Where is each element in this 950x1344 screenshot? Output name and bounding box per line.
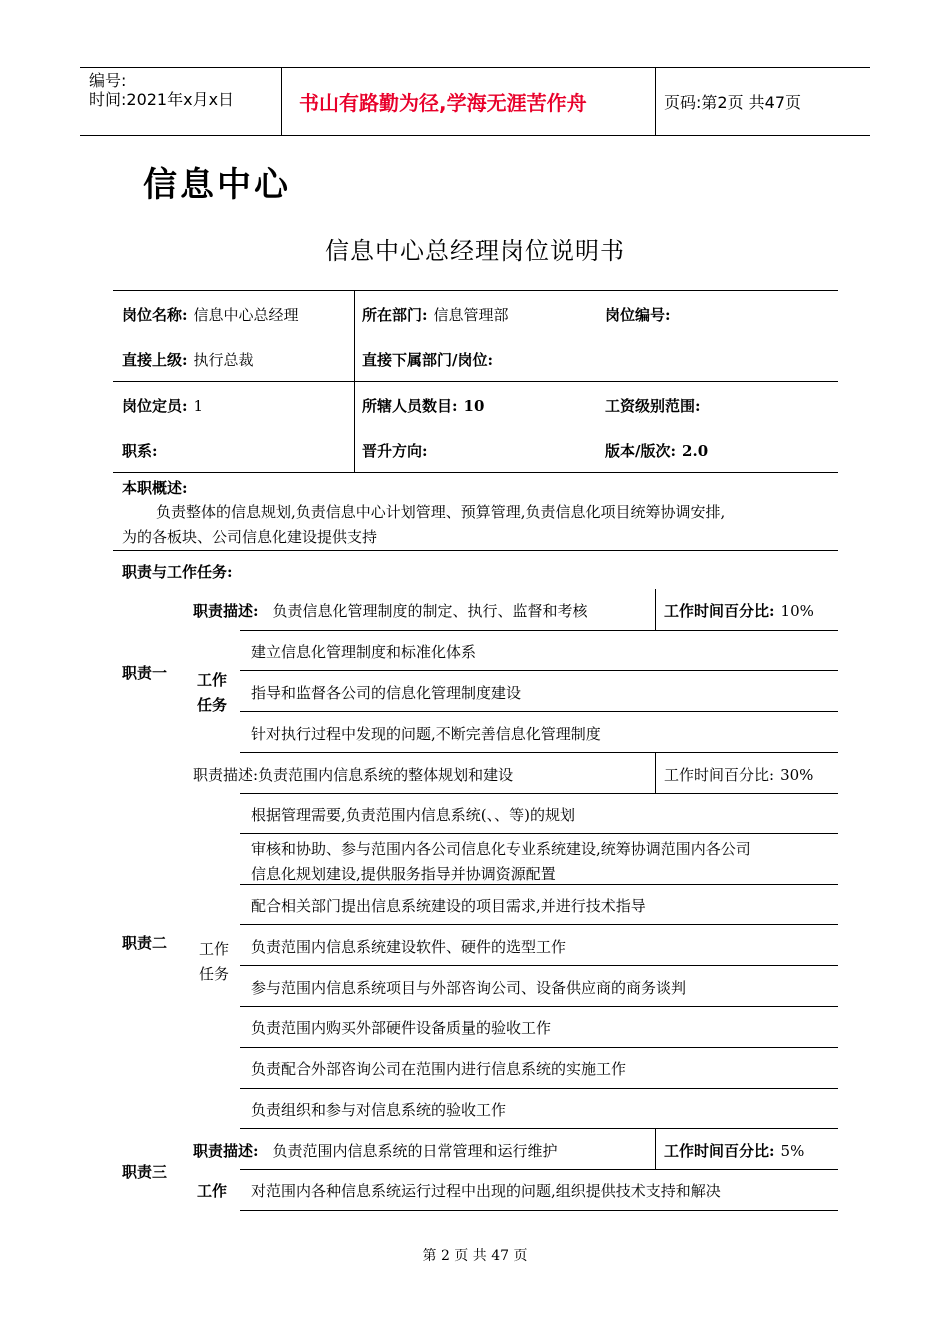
promotion-label: 晋升方向: [362,442,428,460]
superior-field [122,351,254,369]
duty2-task: 负责范围内信息系统建设软件、硬件的选型工作 [251,938,567,956]
version-field [605,442,708,460]
position-name-value: 信息中心总经理 [193,306,299,324]
duty1-desc-text: 负责信息化管理制度的制定、执行、监督和考核 [272,602,588,620]
duty3-percent-value: 5% [780,1142,805,1160]
duty3-percent-label: 工作时间百分比: [664,1142,775,1160]
duty2-task: 参与范围内信息系统项目与外部咨询公司、设备供应商的商务谈判 [251,979,687,997]
version-label: 版本/版次: [605,442,677,460]
duty2-name: 职责二 [122,934,168,952]
summary-line-1: 负责整体的信息规划,负责信息中心计划管理、预算管理,负责信息化项目统筹协调安排, [156,503,726,521]
duty1-desc-label: 职责描述: [193,602,259,620]
duty1-task: 建立信息化管理制度和标准化体系 [251,643,477,661]
department-label: 所在部门: [362,306,428,324]
managed-value: 10 [463,397,485,415]
duty1-percent [664,602,814,620]
duty2-desc-text: 负责范围内信息系统的整体规划和建设 [258,766,514,784]
duty1-task: 指导和监督各公司的信息化管理制度建设 [251,684,522,702]
headcount-field [122,397,203,415]
version-value: 2.0 [682,442,709,460]
duty2-task-continued: 信息化规划建设,提供服务指导并协调资源配置 [251,865,556,883]
duty3-desc-text: 负责范围内信息系统的日常管理和运行维护 [272,1142,558,1160]
managed-field [362,397,484,415]
subordinate-label: 直接下属部门/岗位: [362,351,494,369]
duty2-task: 配合相关部门提出信息系统建设的项目需求,并进行技术指导 [251,897,646,915]
page-info: 页码:第2页 共47页 [664,93,802,112]
duty1-name: 职责一 [122,664,168,682]
position-name-label: 岗位名称: [122,306,188,324]
superior-value: 执行总裁 [193,351,254,369]
duty1-task-label-1: 工作 [197,671,228,689]
summary-line-2: 为的各板块、公司信息化建设提供支持 [122,528,378,546]
duty2-percent-label: 工作时间百分比: [664,766,775,784]
doc-title: 信息中心总经理岗位说明书 [325,237,625,265]
header-motto: 书山有路勤为径,学海无涯苦作舟 [299,91,587,115]
duty1-task: 针对执行过程中发现的问题,不断完善信息化管理制度 [251,725,601,743]
headcount-label: 岗位定员: [122,397,188,415]
managed-label: 所辖人员数目: [362,397,458,415]
position-no-label: 岗位编号: [605,306,671,324]
duty3-description [193,1142,558,1160]
duty3-percent [664,1142,804,1160]
summary-label: 本职概述: [122,479,188,497]
salary-label: 工资级别范围: [605,397,701,415]
document-number-label: 编号: [89,71,127,90]
department-value: 信息管理部 [433,306,509,324]
duty3-name: 职责三 [122,1163,168,1181]
superior-label: 直接上级: [122,351,188,369]
duty3-task: 对范围内各种信息系统运行过程中出现的问题,组织提供技术支持和解决 [251,1182,721,1200]
duty1-percent-value: 10% [780,602,814,620]
duty2-percent-value: 30% [780,766,814,784]
duty2-description [193,766,513,784]
duty1-description [193,602,588,620]
duty2-task: 负责范围内购买外部硬件设备质量的验收工作 [251,1019,552,1037]
document-time: 时间:2021年x月x日 [89,90,235,109]
duties-label: 职责与工作任务: [122,563,233,581]
duty2-task: 根据管理需要,负责范围内信息系统(、、等)的规划 [251,806,575,824]
duty2-task-label-2: 任务 [199,965,230,983]
position-name-field [122,306,299,324]
duty2-task: 负责组织和参与对信息系统的验收工作 [251,1101,507,1119]
duty3-task-label-1: 工作 [197,1182,228,1200]
page-footer: 第 2 页 共 47 页 [422,1248,528,1264]
duty2-task: 负责配合外部咨询公司在范围内进行信息系统的实施工作 [251,1060,627,1078]
duty2-desc-label: 职责描述: [193,766,259,784]
department-field [362,306,509,324]
duty2-task-label-1: 工作 [199,940,230,958]
duty1-task-label-2: 任务 [197,696,228,714]
section-title: 信息中心 [143,165,291,205]
headcount-value: 1 [193,397,204,415]
series-label: 职系: [122,442,158,460]
duty1-percent-label: 工作时间百分比: [664,602,775,620]
duty3-desc-label: 职责描述: [193,1142,259,1160]
duty2-task: 审核和协助、参与范围内各公司信息化专业系统建设,统筹协调范围内各公司 [251,840,751,858]
duty2-percent [664,766,813,784]
